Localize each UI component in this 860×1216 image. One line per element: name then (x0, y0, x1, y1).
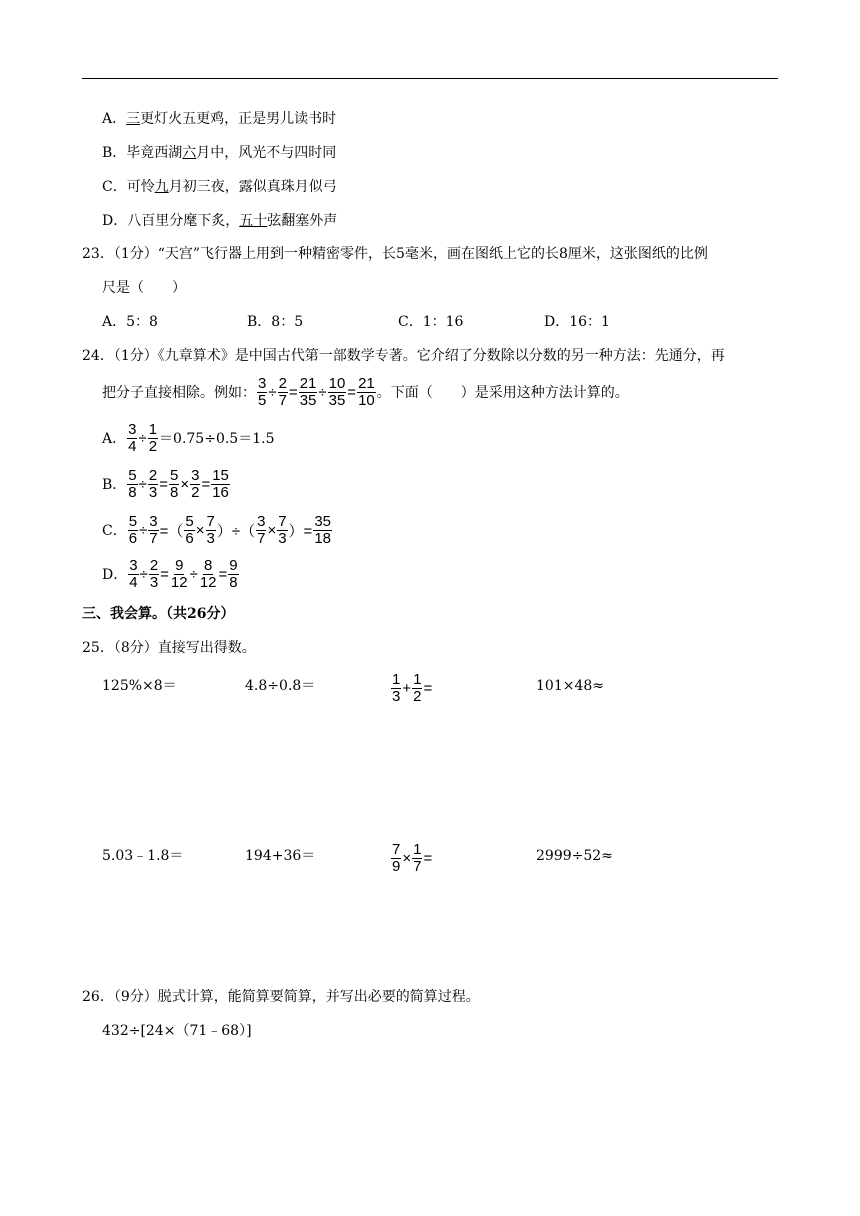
q25-item: 2999÷52≈ (536, 848, 613, 864)
q24-option-b: B． $\frac{5}{8}$ ÷ $\frac{2}{3}$ = $\frac{5}{8}$ × $\frac{3}{2}$ = $\frac{15}{16}$ (102, 466, 229, 501)
q24-option-d: D． $\frac{3}{4}$ ÷ $\frac{2}{3}$ = $\frac{9}{12}$ ÷ $\frac{8}{12}$ = $\frac{9}{8}$ (102, 556, 238, 591)
q23-option-a: A．5：8 (102, 314, 158, 330)
q23-stem-line1: 23．（1分）“天宫”飞行器上用到一种精密零件，长5毫米，画在图纸上它的长8厘米，这张图纸的比例 (82, 246, 708, 262)
q23-option-b: B．8：5 (247, 314, 304, 330)
q25-item: 101×48≈ (536, 678, 604, 694)
q24-option-a: A． $\frac{3}{4}$ ÷ $\frac{1}{2}$ ＝0.75÷0.5＝1.5 (102, 420, 275, 455)
q22-option-b: B．毕竟西湖六月中，风光不与四时同 (102, 145, 337, 161)
q25-title: 25．（8分）直接写出得数。 (82, 640, 256, 656)
q24-stem-line1: 24．（1分）《九章算术》是中国古代第一部数学专著。它介绍了分数除以分数的另一种方法：先通分，再 (82, 348, 725, 364)
q23-stem-line2: 尺是（ ） (102, 280, 186, 296)
q22-option-c: C．可怜九月初三夜，露似真珠月似弓 (102, 179, 337, 195)
q25-item: 125%×8＝ (102, 678, 177, 694)
q24-stem-line2: 把分子直接相除。例如： $\frac{3}{5}$ ÷ $\frac{2}{7}$ = $\frac{21}{35}$ ÷ $\frac{10}{35}$ = $\frac{21}{10}$ 。下面（ ）是采用这种方法计算的。 (102, 374, 629, 409)
q26-title: 26．（9分）脱式计算，能简算要简算，并写出必要的简算过程。 (82, 989, 480, 1005)
q25-item: 5.03﹣1.8＝ (102, 848, 184, 864)
q22-option-a: A．三更灯火五更鸡，正是男儿读书时 (102, 111, 337, 127)
example-fraction: $\frac{3}{5}$ (258, 374, 267, 409)
q25-item-fraction: $\frac{7}{9}$ × $\frac{1}{7}$ = (392, 840, 433, 875)
q25-item: 194+36＝ (245, 848, 316, 864)
q23-option-d: D．16：1 (544, 314, 610, 330)
q25-item: 4.8÷0.8＝ (245, 678, 316, 694)
q26-expression: 432÷[24×（71﹣68）] (102, 1023, 252, 1039)
section-heading: 三、我会算。（共26分） (82, 606, 235, 622)
example-fraction: $\frac{2}{7}$ (278, 374, 287, 409)
header-rule (82, 78, 778, 79)
example-fraction: $\frac{21}{10}$ (358, 374, 375, 409)
q25-item-fraction: $\frac{1}{3}$ + $\frac{1}{2}$ = (392, 670, 433, 705)
example-fraction: $\frac{21}{35}$ (299, 374, 317, 409)
q24-option-c: C． $\frac{5}{6}$ ÷ $\frac{3}{7}$ =（ $\frac{5}{6}$ × $\frac{7}{3}$ ）÷（ $\frac{3}{7}$ × $\frac{7}{3}$ ）= $\frac{35}{18}$ (102, 512, 331, 547)
q23-option-c: C．1：16 (398, 314, 464, 330)
q22-option-d: D．八百里分麾下炙，五十弦翻塞外声 (102, 213, 338, 229)
example-fraction: $\frac{10}{35}$ (328, 374, 346, 409)
